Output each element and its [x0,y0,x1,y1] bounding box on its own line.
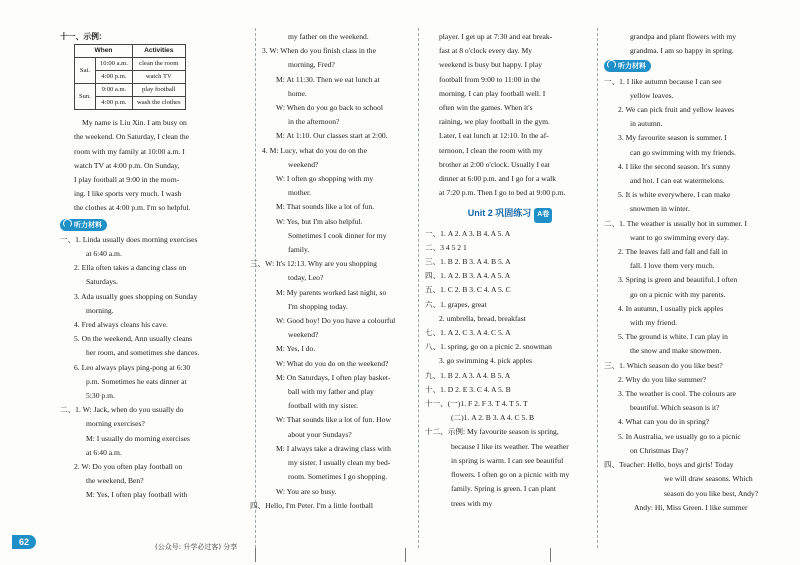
line: W: What do you do on the weekend? [276,358,389,368]
line: football from 9:00 to 11:00 in the [439,74,541,84]
answer-line: 四、1. A 2. B 3. A 4. A 5. A [425,271,511,281]
line: morning exercises? [86,419,145,429]
table-cell-activity: clean the room [132,58,185,71]
line: 四、Hello, I'm Peter. I'm a little football [250,500,373,510]
line: M: On Saturdays, I often play basket- [276,372,391,382]
line: snowmen in winter. [630,204,690,214]
line: with my friend. [630,318,678,328]
line: 一、1. Linda usually does morning exercises [60,234,198,244]
line: 一、1. I like autumn because I can see [604,76,722,86]
answer-line: in spring is warm. I can see beautiful [451,455,564,465]
line: beautiful. Which season is it? [630,403,720,413]
line: 三、1. Which season do you like best? [604,360,723,370]
answer-line: because I like its weather. The weather [451,441,569,451]
line: want to go swimming every day. [630,232,730,242]
line: morning. [86,305,114,315]
answer-line: 五、1. C 2. B 3. C 4. A 5. C [425,285,511,295]
line: Later, I eat lunch at 12:10. In the af- [439,131,549,141]
essay-line: the weekend. On Saturday, I clean the [74,132,190,142]
line: yellow leaves. [630,90,674,100]
essay-line: the clothes at 4:00 p.m. I'm so helpful. [74,203,191,213]
line: M: Yes, I do. [276,344,316,354]
line: M: At 11:30. Then we eat lunch at [276,74,380,84]
line: 5. In Australia, we usually go to a picnic [618,431,741,441]
unit-title [425,206,595,222]
line: 4. M: Lucy, what do you do on the [262,145,367,155]
listening-label: 听力材料 [74,221,102,229]
table-cell-time: 4:00 p.m. [95,97,132,110]
line: 3. W: When do you finish class in the [262,46,376,56]
line: home. [288,88,307,98]
line: M: I usually do morning exercises [86,433,190,443]
answer-line: 十、1. D 2. E 3. C 4. A 5. B [425,384,511,394]
answer-line: flowers. I often go on a picnic with my [451,470,570,480]
line: 2. We can pick fruit and yellow leaves [618,105,735,115]
line: we will draw seasons. Which [664,474,753,484]
line: my father on the weekend. [288,32,369,41]
line: ball with my father and play [288,387,374,397]
line: mother. [288,188,311,198]
answer-line: 六、1. grapes, great [425,299,487,309]
line: 2. W: Do you often play football on [74,462,183,472]
line: 4. In autumn, I usually pick apples [618,303,724,313]
table-cell-activity: play football [132,84,185,97]
line: 5. The ground is white. I can play in [618,332,728,342]
table-cell-time: 10:00 a.m. [95,58,132,71]
line: 2. Why do you like summer? [618,374,707,384]
line: 5. It is white everywhere. I can make [618,190,731,200]
answer-line: 2. umbrella, bread, breakfast [439,313,526,323]
table-cell-activity: watch TV [132,71,185,84]
answer-line: 八、1. spring, go on a picnic 2. snowman [425,342,552,352]
line: the weekend, Ben? [86,476,144,486]
line: room. Sometimes I go shopping. [288,472,388,482]
line: today, Leo? [288,273,324,283]
table-cell-time: 4:00 p.m. [95,71,132,84]
table-cell-day: Sun. [75,84,96,110]
answer-line: 七、1. A 2. C 3. A 4. C 5. A [425,328,511,338]
line: 四、Teacher: Hello, boys and girls! Today [604,460,734,470]
table-row [75,58,186,71]
table-cell-time: 9:00 a.m. [95,84,132,97]
headphones-icon [607,60,616,69]
table-cell-day: Sat. [75,58,96,84]
line: M: My parents worked last night, so [276,287,387,297]
line: and hot. I can eat watermelons. [630,176,725,186]
unit-title-text: Unit 2 巩固练习 [467,208,532,219]
line: 2. The leaves fall and fall and fall in [618,247,728,257]
section-11-title: 十一、示例: [60,32,102,41]
line: fast at 8 o'clock every day. My [439,46,533,56]
line: my sister. I usually clean my bed- [288,458,391,468]
line: W: That sounds like a lot of fun. How [276,415,391,425]
line: 二、1. The weather is usually hot in summer. I [604,218,747,228]
line: at 6:40 a.m. [86,447,122,457]
page-number: 62 [12,535,36,549]
table-header-row [75,45,186,58]
line: go on a picnic with my parents. [630,289,726,299]
table-row [75,84,186,97]
line: W: Good boy! Do you have a colourful [276,316,396,326]
crop-mark [255,548,256,562]
essay-line: ing. I like sports very much. I wash [74,189,182,199]
line: p.m. Sometimes he eats dinner at [86,376,187,386]
line: about your Sundays? [288,429,352,439]
table-cell-activity: wash the clothes [132,97,185,110]
line: morning. I can play football well. I [439,88,546,98]
line: at 6:40 a.m. [86,249,122,259]
line: in the afternoon? [288,117,340,127]
column-divider [418,28,419,548]
line: at 7:20 p.m. Then I go to bed at 9:00 p.m. [439,188,566,198]
table-header-when: When [75,45,133,58]
answer-line: 3. go swimming 4. pick apples [439,356,533,366]
table-header-activities: Activities [132,45,185,58]
line: can go swimming with my friends. [630,147,736,157]
line: 5. On the weekend, Ann usually cleans [74,334,193,344]
line: Sometimes I cook dinner for my [288,230,387,240]
line: 5:30 p.m. [86,391,115,401]
line: her room, and sometimes she dances. [86,348,200,358]
answer-line: 十一、(一)1. F 2. F 3. T 4. T 5. T [425,399,528,409]
line: Andy: Hi, Miss Green. I like summer [634,502,748,512]
essay-line: room with my family at 10:00 a.m. I [74,146,185,156]
line: W: When do you go back to school [276,103,383,113]
line: the snow and make snowmen. [630,346,722,356]
unit-tag: A卷 [534,208,552,222]
line: dinner at 6:00 p.m. and I go for a walk [439,174,557,184]
essay-line: My name is Liu Xin. I am busy on [82,118,187,128]
line: W: I often go shopping with my [276,174,374,184]
essay-line: watch TV at 4:00 p.m. On Sunday, [74,160,180,170]
line: on Christmas Day? [630,445,689,455]
column-divider [255,28,256,548]
line: M: Yes, I often play football with [86,490,188,500]
line: W: You are so busy. [276,486,337,496]
line: 6. Leo always plays ping-pong at 6:30 [74,362,191,372]
line: raining, we play football in the gym. [439,117,550,127]
listening-badge [60,219,107,231]
line: football with my sister. [288,401,359,411]
line: M: I always take a drawing class with [276,443,391,453]
answer-line: 九、1. B 2. A 3. A 4. B 5. A [425,370,511,380]
line: 3. Spring is green and beautiful. I often [618,275,738,285]
line: family. [288,245,310,255]
listening-badge [604,60,651,72]
line: weekend? [288,159,319,169]
line: season do you like best, Andy? [664,488,759,498]
schedule-table [74,44,186,110]
line: 3. Ada usually goes shopping on Sunday [74,291,198,301]
line: morning, Fred? [288,60,335,70]
line: in autumn. [630,119,663,129]
answer-line: family. Spring is green. I can plant [451,484,556,494]
line: I'm shopping today. [288,301,348,311]
column-2 [250,30,412,513]
headphones-icon [63,219,72,228]
line: ternoon, I clean the room with my [439,145,543,155]
line: often win the games. When it's [439,103,533,113]
line: Saturdays. [86,277,118,287]
line: brother at 2:00 o'clock. Usually I eat [439,159,550,169]
crop-mark [405,548,406,562]
answer-line: (二)1. A 2. B 3. A 4. C 5. B [451,413,535,423]
column-divider [597,28,598,548]
line: M: That sounds like a lot of fun. [276,202,375,212]
listening-label: 听力材料 [618,63,646,71]
footer-caption: (公众号: 升学必过客) 分享 [155,543,238,551]
column-1 [60,30,250,503]
line: 4. I like the second season. It's sunny [618,161,731,171]
line: weekend is busy but happy. I play [439,60,543,70]
answer-line: 三、1. B 2. B 3. A 4. B 5. A [425,257,511,267]
essay-line: I play football at 9:00 in the morn- [74,175,180,185]
line: weekend? [288,330,319,340]
line: 2. Ella often takes a dancing class on [74,263,187,273]
essay-paragraph [60,116,250,215]
line: 4. What can you do in spring? [618,417,710,427]
line: M: At 1:10. Our classes start at 2:00. [276,131,388,141]
answer-line: trees with my [451,498,493,508]
line: fall. I love them very much. [630,261,715,271]
listening-header [60,218,250,232]
line: 3. My favourite season is summer. I [618,133,727,143]
line: 三、W: It's 12:13. Why are you shopping [250,259,377,269]
listening-header [604,59,794,73]
line: 4. Fred always cleans his cave. [74,320,168,330]
answer-line: 一、1. A 2. A 3. B 4. A 5. A [425,228,511,238]
line: grandpa and plant flowers with my [630,32,737,41]
answer-line: 十二、示例: My favourite season is spring, [425,427,559,437]
line: W: Yes, but I'm also helpful. [276,216,363,226]
column-3 [425,30,595,511]
crop-mark [550,548,551,562]
line: player. I get up at 7:30 and eat break- [439,32,553,41]
line: grandma. I am so happy in spring. [630,46,734,56]
answer-line: 二、3 4 5 2 1 [425,242,467,252]
line: 3. The weather is cool. The colours are [618,389,737,399]
column-4 [604,30,794,515]
line: 二、1. W: Jack, when do you usually do [60,405,184,415]
